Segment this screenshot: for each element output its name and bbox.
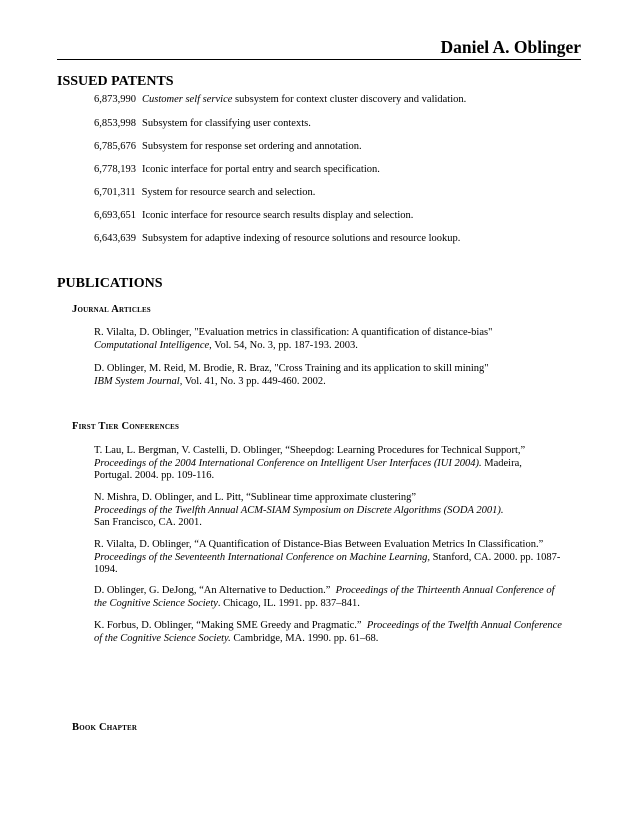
publication-authors-title: R. Vilalta, D. Oblinger, "Evaluation metrics in classification: A quantification of distance-bias" [94,327,493,338]
patent-number: 6,778,193 [94,164,136,175]
publication-entry [94,585,562,610]
publication-entry [94,363,562,388]
patent-title-italic: Customer self service [142,94,233,105]
publication-entry [94,492,562,530]
publication-details: Madeira, Portugal. 2004. pp. 109-116. [94,457,522,481]
publication-entry [94,539,562,577]
publication-venue: Computational Intelligence, [94,339,212,351]
patent-number: 6,693,651 [94,210,136,221]
publication-entry [94,445,562,483]
patent-title: System for resource search and selection. [141,187,316,198]
patent-item [94,94,466,105]
patent-number: 6,701,311 [94,187,136,198]
patent-title: subsystem for context cluster discovery and validation. [232,94,467,105]
publication-authors-title: K. Forbus, D. Oblinger, “Making SME Greedy and Pragmatic.” [94,620,362,631]
patent-item [94,118,311,129]
subheading-journal-articles: Journal Articles [72,304,151,315]
patent-item [94,141,362,152]
patent-title: Subsystem for classifying user contexts. [142,118,311,129]
section-title-publications: PUBLICATIONS [57,276,163,291]
publication-details: . Chicago, IL. 1991. pp. 837–841. [217,597,360,609]
publication-authors-title: T. Lau, L. Bergman, V. Castelli, D. Oblinger, “Sheepdog: Learning Procedures for Technical Support,” [94,445,526,456]
patent-number: 6,643,639 [94,233,136,244]
publication-authors-title: D. Oblinger, M. Reid, M. Brodie, R. Braz, "Cross Training and its application to skill mining" [94,363,489,374]
publication-venue: Proceedings of the 2004 International Conference on Intelligent User Interfaces (IUI 2004). [94,457,482,469]
subheading-book-chapter: Book Chapter [72,722,138,733]
publication-details: San Francisco, CA. 2001. [94,517,202,528]
publication-entry [94,327,562,352]
publication-authors-title: N. Mishra, D. Oblinger, and L. Pitt, “Sublinear time approximate clustering” [94,492,417,503]
publication-venue: Proceedings of the Thirteenth Annual Conference of the Cognitive Science Society [94,585,555,609]
publication-details: Stanford, CA. 2000. pp. 1087-1094. [94,551,561,575]
patent-title: Subsystem for adaptive indexing of resource solutions and resource lookup. [142,233,461,244]
patent-number: 6,873,990 [94,94,136,105]
publication-authors-title: D. Oblinger, G. DeJong, “An Alternative to Deduction.” [94,585,331,596]
patent-title: Iconic interface for resource search results display and selection. [142,210,414,221]
publication-venue: Proceedings of the Twelfth Annual ACM-SIAM Symposium on Discrete Algorithms (SODA 2001). [94,504,504,516]
publication-entry [94,620,562,645]
publication-details: Vol. 54, No. 3, pp. 187-193. 2003. [211,339,358,351]
patent-item [94,187,315,198]
publication-authors-title: R. Vilalta, D. Oblinger, “A Quantification of Distance-Bias Between Evaluation Metrics In Classification.” [94,539,544,550]
publication-details: Cambridge, MA. 1990. pp. 61–68. [230,632,379,644]
subheading-first-tier-conferences: First Tier Conferences [72,421,180,432]
patent-item [94,233,460,244]
publication-venue: Proceedings of the Seventeenth International Conference on Machine Learning, [94,551,431,563]
patent-item [94,210,413,221]
patent-number: 6,853,998 [94,118,136,129]
publication-venue: IBM System Journal, [94,375,183,387]
publication-details: Vol. 41, No. 3 pp. 449-460. 2002. [182,375,326,387]
patent-title: Iconic interface for portal entry and search specification. [142,164,380,175]
patent-item [94,164,380,175]
patent-number: 6,785,676 [94,141,136,152]
author-name: Daniel A. Oblinger [440,37,581,57]
patent-title: Subsystem for response set ordering and annotation. [142,141,362,152]
header-divider [57,59,581,60]
publication-venue: Proceedings of the Twelfth Annual Conference of the Cognitive Science Society. [94,620,562,644]
section-title-patents: ISSUED PATENTS [57,74,174,89]
